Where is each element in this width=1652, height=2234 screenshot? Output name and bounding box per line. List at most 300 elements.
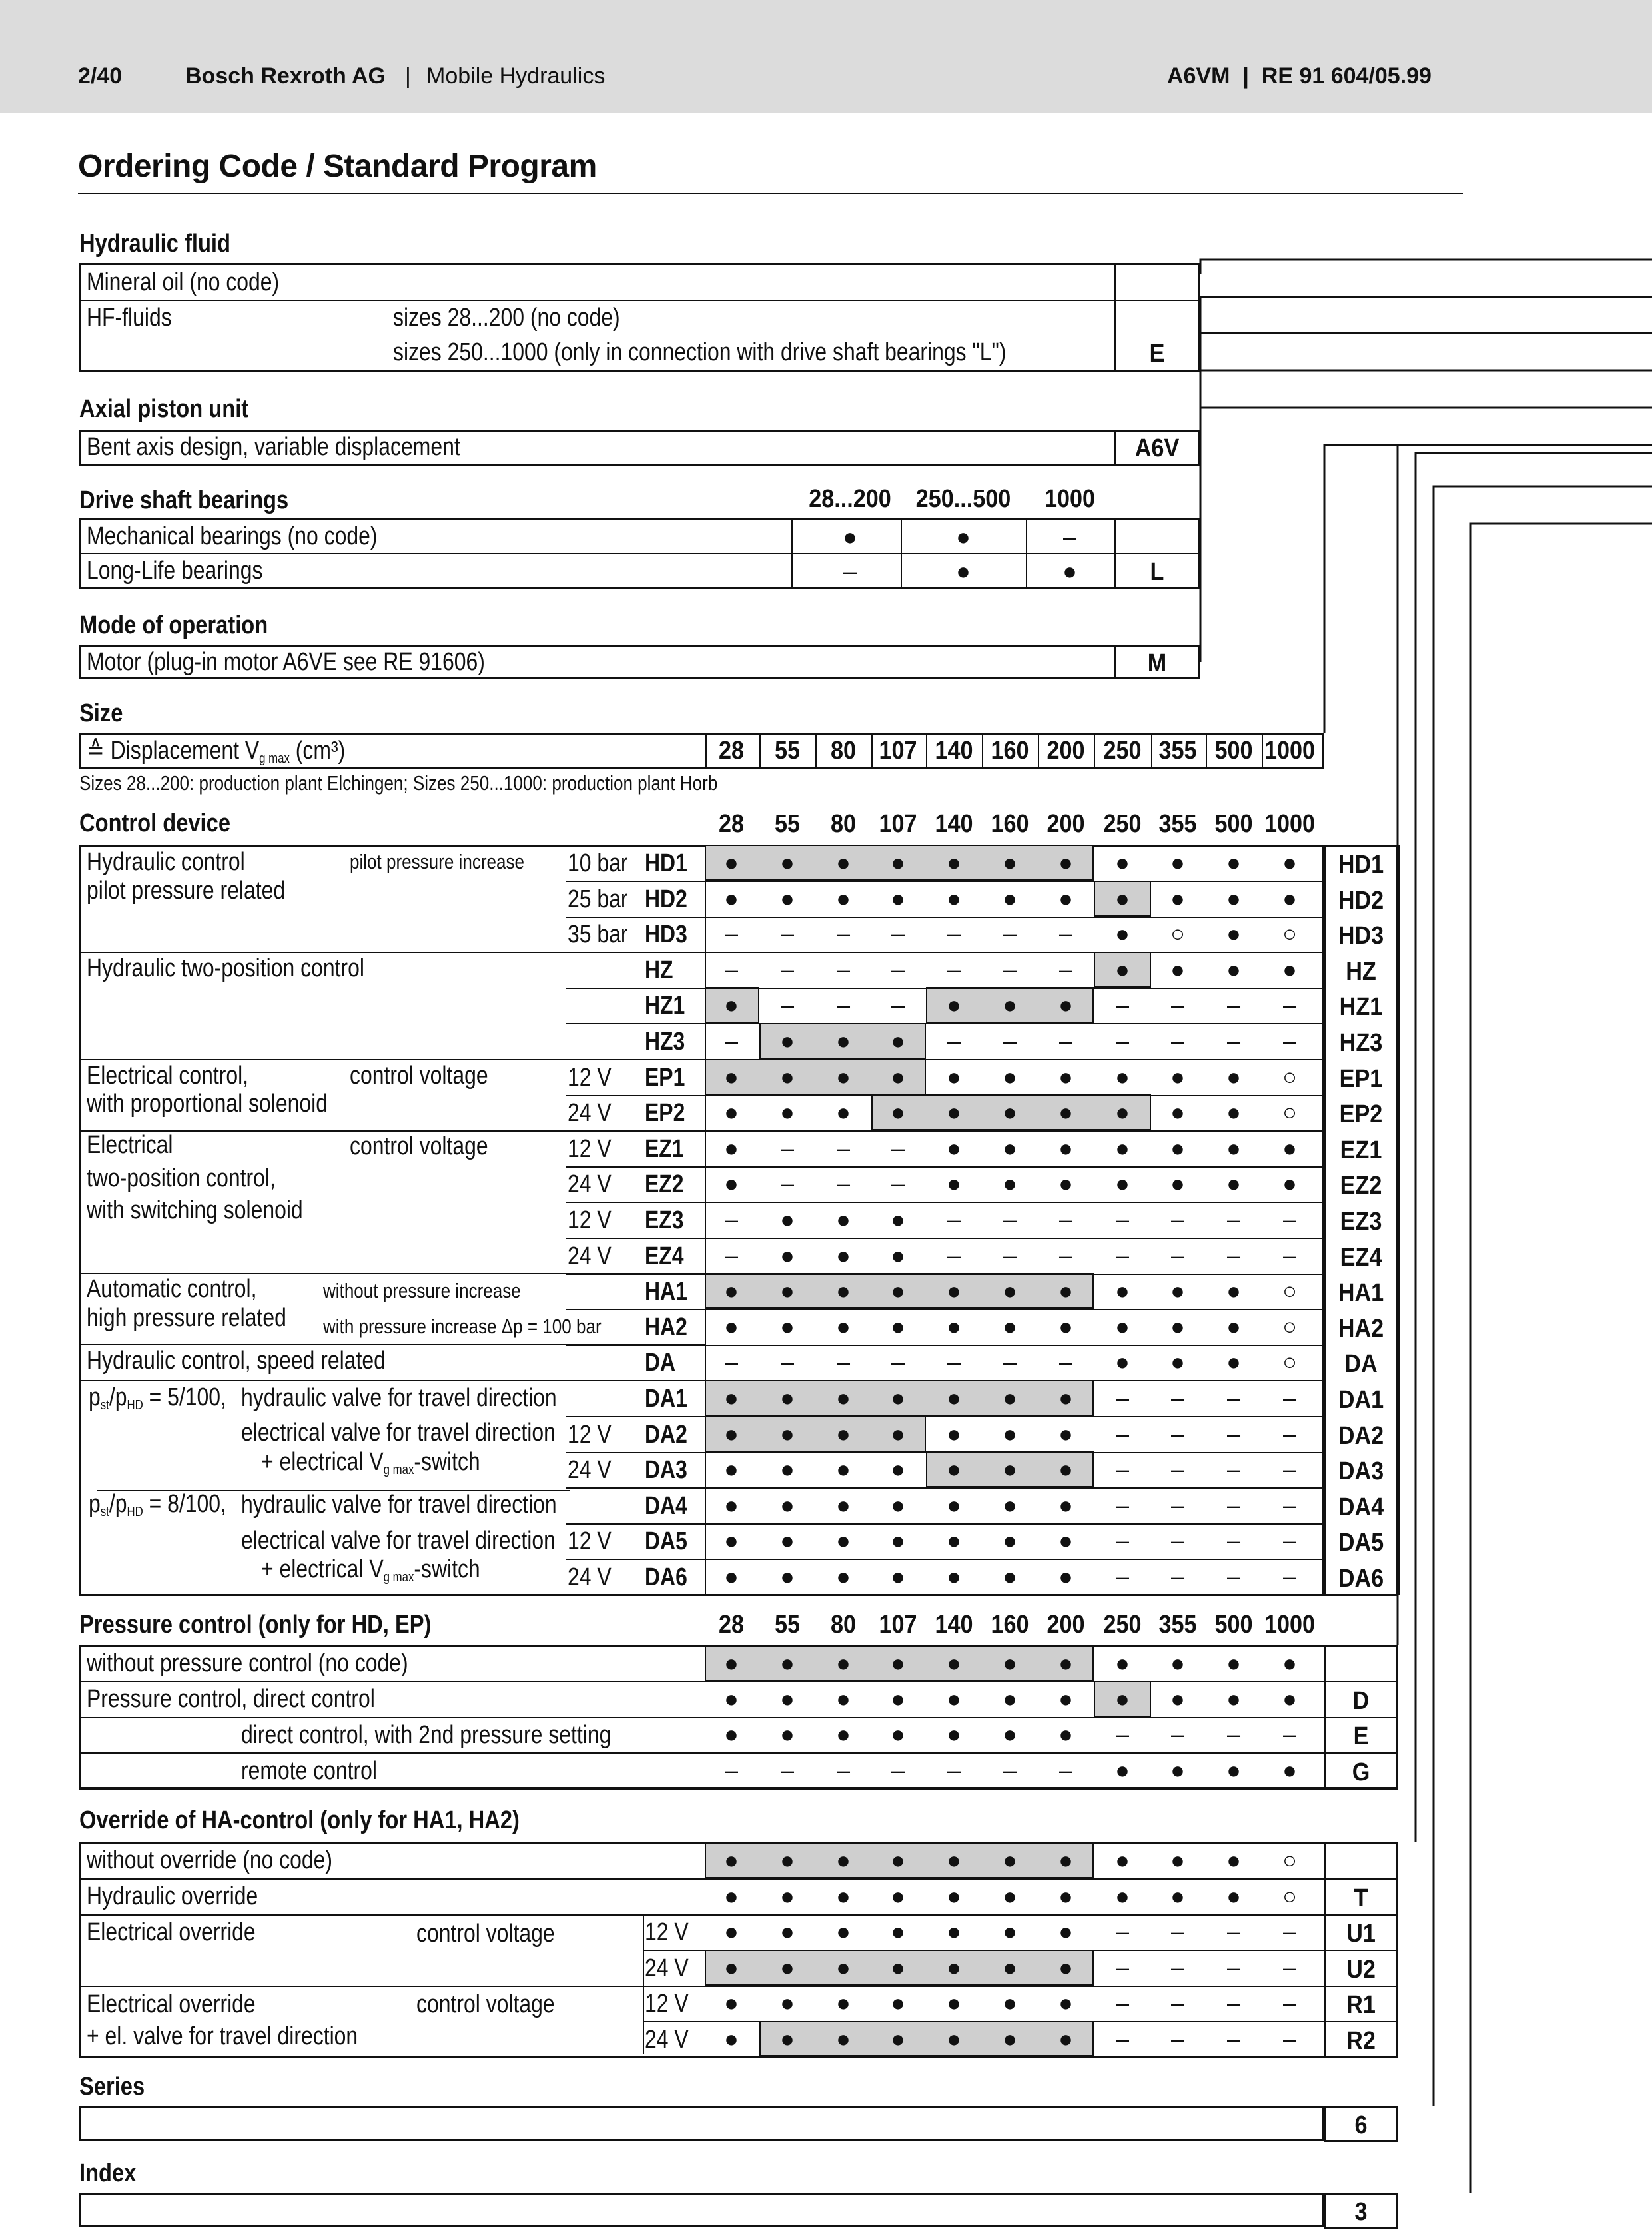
ctrl-mark: ● <box>836 1562 851 1590</box>
ctrl-mark: ● <box>1226 884 1241 912</box>
ctrl-mark: – <box>1170 1241 1185 1269</box>
index-code: 3 <box>1354 2198 1368 2226</box>
ctrl-mark: – <box>1226 1241 1241 1269</box>
override-mark: ● <box>780 1953 795 1981</box>
ctrl-mark: – <box>724 1026 739 1054</box>
ctrl-hv2: hydraulic valve for travel direction <box>241 1491 557 1519</box>
ctrl-mark: ● <box>836 1276 851 1304</box>
ctrl-mark: ● <box>1058 1169 1073 1197</box>
ctrl-mark: ● <box>724 1455 739 1483</box>
control-size-col: 355 <box>1158 810 1197 838</box>
ctrl-elec2: with proportional solenoid <box>87 1090 328 1118</box>
ctrl-mark: ● <box>1115 1134 1130 1162</box>
ctrl-mark: ● <box>1170 1134 1185 1162</box>
ctrl-code-left: HA2 <box>645 1313 687 1341</box>
pressure-mark: – <box>836 1756 851 1784</box>
ctrl-code-left: HA1 <box>645 1278 687 1305</box>
ctrl-cv1: control voltage <box>350 1062 488 1090</box>
override-code: U2 <box>1346 1956 1376 1984</box>
pressure-mark: ● <box>836 1684 851 1712</box>
control-size-col: 55 <box>774 810 801 838</box>
bearing-col-0: 28...200 <box>809 485 891 513</box>
header-divider: | <box>405 63 411 89</box>
ctrl-mark: ● <box>1058 1455 1073 1483</box>
ctrl-mark: – <box>1003 919 1017 947</box>
ctrl-code-left: HZ <box>645 956 673 984</box>
ctrl-code-right: DA <box>1344 1350 1378 1378</box>
ctrl-mark: ● <box>891 1098 905 1126</box>
ratio-value: = 5/100, <box>143 1383 226 1411</box>
ctrl-mark: ○ <box>1282 1312 1297 1340</box>
row-rule <box>79 1878 1398 1880</box>
ctrl-hyd: Hydraulic control <box>87 848 245 876</box>
ctrl-mark: – <box>1115 1241 1130 1269</box>
connector-index <box>1471 524 1652 2193</box>
ctrl-mark: ● <box>1115 1062 1130 1090</box>
ctrl-mark: ● <box>724 1134 739 1162</box>
bearing-mark: ● <box>1062 558 1077 585</box>
size-value: 160 <box>991 737 1029 765</box>
row-rule <box>79 2057 1398 2058</box>
control-code-box <box>1324 845 1398 1596</box>
ctrl-code-right: HA2 <box>1338 1315 1384 1343</box>
ctrl-mark: ● <box>1058 1491 1073 1519</box>
row-rule <box>643 1950 1398 1951</box>
column-rule <box>901 518 902 589</box>
ctrl-mark: – <box>1170 1205 1185 1233</box>
ctrl-code-left: EZ2 <box>645 1170 684 1198</box>
ctrl-auto2: high pressure related <box>87 1304 286 1332</box>
row-rule <box>566 952 1324 953</box>
ctrl-mark: ● <box>1003 1312 1017 1340</box>
bearing-row-label: Long-Life bearings <box>87 557 263 585</box>
pressure-size-col: 80 <box>830 1611 857 1639</box>
ctrl-ez2: two-position control, <box>87 1164 276 1192</box>
company-name: Bosch Rexroth AG <box>185 63 386 89</box>
pressure-mark: ● <box>947 1720 961 1748</box>
control-size-col: 28 <box>718 810 745 838</box>
pressure-size-col: 1000 <box>1264 1611 1316 1639</box>
ovr-cv2: control voltage <box>416 1990 555 2018</box>
index-heading: Index <box>79 2159 137 2187</box>
control-size-col: 250 <box>1103 810 1142 838</box>
pressure-mark: ● <box>836 1649 851 1676</box>
ctrl-mark: ● <box>836 1419 851 1447</box>
override-mark: – <box>1170 1953 1185 1981</box>
ctrl-mark: ● <box>724 1383 739 1411</box>
ctrl-mark: – <box>1115 990 1130 1018</box>
pressure-mark: ● <box>780 1649 795 1676</box>
ctrl-mark: – <box>1115 1026 1130 1054</box>
unit-heading: Axial piston unit <box>79 395 249 423</box>
override-mark: ● <box>1058 1988 1073 2016</box>
pressure-mark: ● <box>891 1684 905 1712</box>
ctrl-mark: ● <box>1058 1312 1073 1340</box>
ctrl-mark: – <box>1115 1526 1130 1554</box>
row-rule <box>566 917 1324 918</box>
ovr-cv1: control voltage <box>416 1920 555 1948</box>
ctrl-wo: without pressure increase <box>323 1279 521 1302</box>
ctrl-mark: – <box>724 1241 739 1269</box>
size-value: 80 <box>830 737 857 765</box>
ctrl-code-left: EZ3 <box>645 1206 684 1234</box>
ctrl-mark: ● <box>1170 1312 1185 1340</box>
pressure-code: D <box>1352 1687 1370 1715</box>
ctrl-mark: ● <box>724 1526 739 1554</box>
ctrl-mark: ● <box>1170 1062 1185 1090</box>
ctrl-mark: ● <box>780 884 795 912</box>
ctrl-mark: – <box>1282 1205 1297 1233</box>
ctrl-mark: – <box>1058 955 1073 983</box>
ctrl-mark: – <box>1170 1491 1185 1519</box>
ctrl-evs1 <box>261 1449 480 1477</box>
override-mark: ● <box>947 1846 961 1874</box>
press-r3: direct control, with 2nd pressure setting <box>241 1721 612 1749</box>
override-mark: ● <box>947 1988 961 2016</box>
ctrl-mark: – <box>1170 1419 1185 1447</box>
column-rule <box>759 733 761 769</box>
row-rule <box>566 1309 1324 1310</box>
ctrl-mark: – <box>1115 1491 1130 1519</box>
ctrl-mark: – <box>1058 1205 1073 1233</box>
ctrl-mark: ● <box>836 1526 851 1554</box>
ctrl-code-left: DA5 <box>645 1527 687 1555</box>
pressure-mark: ● <box>1003 1649 1017 1676</box>
ctrl-mark: – <box>891 1169 905 1197</box>
override-mark: – <box>1282 1953 1297 1981</box>
ctrl-mark: – <box>724 919 739 947</box>
override-mark: ● <box>780 1882 795 1910</box>
ctrl-mark: ● <box>1003 1562 1017 1590</box>
override-mark: ● <box>1003 1846 1017 1874</box>
row-rule <box>79 1752 1398 1754</box>
ctrl-mark: – <box>1058 1347 1073 1375</box>
override-mark: ● <box>836 1882 851 1910</box>
ctrl-mark: ● <box>891 1205 905 1233</box>
column-rule <box>1324 1842 1326 2057</box>
evs-sub: g max <box>383 1570 414 1585</box>
ctrl-code-right: HD2 <box>1338 887 1384 915</box>
override-mark: ● <box>836 1846 851 1874</box>
page-number: 2/40 <box>78 63 123 89</box>
ctrl-code-left: DA4 <box>645 1492 687 1520</box>
evs-suffix: -switch <box>414 1555 480 1583</box>
ctrl-wi: with pressure increase Δp = 100 bar <box>323 1315 602 1338</box>
bearings-heading: Drive shaft bearings <box>79 486 289 514</box>
override-mark: ● <box>724 1953 739 1981</box>
ctrl-mark: ● <box>891 1241 905 1269</box>
connector-fluid <box>1200 260 1652 274</box>
ctrl-mark: ● <box>780 1241 795 1269</box>
ctrl-voltage: 10 bar <box>568 849 628 877</box>
evs-suffix: -switch <box>414 1448 480 1476</box>
ctrl-mark: ● <box>891 1419 905 1447</box>
override-mark: – <box>1170 1917 1185 1945</box>
override-mark: ● <box>947 1917 961 1945</box>
ctrl-mark: ● <box>1115 1169 1130 1197</box>
connector-fluid-e <box>1200 297 1652 354</box>
connector-override <box>1416 453 1652 1842</box>
ctrl-mark: – <box>1282 1383 1297 1411</box>
override-mark: – <box>1226 1917 1241 1945</box>
size-value: 1000 <box>1264 737 1316 765</box>
ctrl-mark: ● <box>947 1134 961 1162</box>
ctrl-code-right: DA2 <box>1338 1422 1384 1450</box>
pressure-mark: ● <box>724 1649 739 1676</box>
ctrl-mark: ● <box>1003 1062 1017 1090</box>
ctrl-code-right: HD1 <box>1338 851 1384 879</box>
ctrl-mark: ● <box>1170 884 1185 912</box>
pressure-mark: – <box>947 1756 961 1784</box>
ctrl-mark: – <box>1170 1455 1185 1483</box>
ctrl-mark: ● <box>1226 1312 1241 1340</box>
pressure-code: G <box>1352 1758 1370 1786</box>
ratio-slash: /p <box>109 1383 127 1411</box>
ctrl-mark: ● <box>836 1383 851 1411</box>
ovr-r3: Electrical override <box>87 1918 256 1946</box>
ratio-st: st <box>100 1398 109 1413</box>
ctrl-code-right: EZ1 <box>1340 1136 1382 1164</box>
ctrl-mark: ● <box>1058 1419 1073 1447</box>
ctrl-mark: ● <box>891 1455 905 1483</box>
size-heading: Size <box>79 699 123 727</box>
ctrl-evs2 <box>261 1557 480 1584</box>
pressure-mark: ● <box>891 1649 905 1676</box>
row-rule <box>566 881 1324 882</box>
pressure-mark: ● <box>1226 1649 1241 1676</box>
ctrl-mark: – <box>1170 1562 1185 1590</box>
override-mark: ● <box>1170 1882 1185 1910</box>
override-mark: ● <box>724 1988 739 2016</box>
ctrl-code-left: HD2 <box>645 885 687 913</box>
ctrl-mark: ● <box>836 1241 851 1269</box>
pressure-mark: ● <box>1226 1684 1241 1712</box>
ctrl-code-right: DA4 <box>1338 1493 1384 1521</box>
row-rule <box>566 1238 1324 1239</box>
pressure-mark: ● <box>1282 1684 1297 1712</box>
evs-text: + electrical V <box>261 1555 384 1583</box>
override-mark: ● <box>836 1988 851 2016</box>
ctrl-ev1: electrical valve for travel direction <box>241 1419 556 1447</box>
override-mark: ● <box>724 1917 739 1945</box>
ctrl-mark: – <box>836 919 851 947</box>
size-row-sub: g max <box>259 751 290 766</box>
override-mark: ● <box>1003 1953 1017 1981</box>
ctrl-mark: ● <box>1003 1383 1017 1411</box>
ratio-p: p <box>89 1383 101 1411</box>
mode-heading: Mode of operation <box>79 611 268 639</box>
ctrl-mark: – <box>836 1347 851 1375</box>
row-rule <box>79 300 1200 301</box>
size-value: 107 <box>879 737 917 765</box>
column-rule <box>926 733 927 769</box>
ctrl-mark: ○ <box>1282 1098 1297 1126</box>
ctrl-mark: – <box>947 919 961 947</box>
ctrl-mark: ● <box>780 848 795 876</box>
ctrl-code-left: DA1 <box>645 1385 687 1413</box>
column-rule <box>1151 733 1152 769</box>
pressure-mark: ● <box>891 1720 905 1748</box>
ctrl-mark: ● <box>947 848 961 876</box>
ctrl-mark: ● <box>947 1383 961 1411</box>
ovr-r2: Hydraulic override <box>87 1882 258 1910</box>
ctrl-mark: ● <box>1115 1312 1130 1340</box>
ctrl-mark: – <box>1282 1526 1297 1554</box>
ctrl-mark: ○ <box>1282 1276 1297 1304</box>
ctrl-mark: – <box>1170 1383 1185 1411</box>
ctrl-mark: – <box>1226 1205 1241 1233</box>
override-code: T <box>1354 1884 1368 1912</box>
bearing-mark: – <box>1062 523 1077 550</box>
row-rule <box>566 1059 1324 1060</box>
pressure-mark: ● <box>947 1684 961 1712</box>
ctrl-mark: ● <box>1226 1134 1241 1162</box>
unit-row: Bent axis design, variable displacement <box>87 433 460 461</box>
ctrl-mark: ● <box>1003 1526 1017 1554</box>
ctrl-mark: ● <box>1226 1169 1241 1197</box>
ctrl-mark: ● <box>891 1491 905 1519</box>
ctrl-mark: – <box>836 990 851 1018</box>
control-size-col: 200 <box>1046 810 1085 838</box>
ctrl-code-left: HZ3 <box>645 1028 685 1056</box>
row-rule <box>97 1490 570 1491</box>
ctrl-mark: ● <box>724 1562 739 1590</box>
override-mark: ● <box>891 2024 905 2052</box>
override-mark: ● <box>1003 1882 1017 1910</box>
ctrl-code-right: DA5 <box>1338 1529 1384 1557</box>
ctrl-mark: ● <box>1003 1098 1017 1126</box>
ctrl-mark: ● <box>836 884 851 912</box>
column-rule <box>1398 845 1400 1595</box>
override-mark: – <box>1170 2024 1185 2052</box>
ctrl-mark: ● <box>836 1312 851 1340</box>
override-mark: – <box>1282 1917 1297 1945</box>
ctrl-mark: ● <box>780 1026 795 1054</box>
ctrl-mark: – <box>947 955 961 983</box>
ctrl-mark: ● <box>1226 955 1241 983</box>
override-mark: ○ <box>1282 1882 1297 1910</box>
ctrl-mark: ● <box>1115 884 1130 912</box>
ctrl-code-right: HD3 <box>1338 922 1384 950</box>
ctrl-code-right: EZ3 <box>1340 1208 1382 1236</box>
ovr-r5: Electrical override <box>87 1990 256 2018</box>
ctrl-mark: ● <box>780 1276 795 1304</box>
ctrl-mark: ● <box>1170 1098 1185 1126</box>
ctrl-mark: ● <box>1058 1276 1073 1304</box>
ctrl-mark: – <box>1058 1026 1073 1054</box>
series-heading: Series <box>79 2073 145 2101</box>
ctrl-hv1: hydraulic valve for travel direction <box>241 1384 557 1412</box>
ctrl-mark: ● <box>724 1098 739 1126</box>
ctrl-mark: – <box>1226 1526 1241 1554</box>
ctrl-voltage: 24 V <box>568 1563 612 1591</box>
row-rule <box>79 1788 1398 1790</box>
ctrl-ez3: with switching solenoid <box>87 1196 303 1224</box>
ctrl-mark: ● <box>724 1276 739 1304</box>
fluid-heading: Hydraulic fluid <box>79 230 230 258</box>
ctrl-mark: – <box>1003 1241 1017 1269</box>
ctrl-voltage: 24 V <box>568 1170 612 1198</box>
column-rule <box>1206 733 1207 769</box>
row-rule <box>566 1166 1324 1168</box>
ctrl-mark: ● <box>1282 884 1297 912</box>
ctrl-mark: ● <box>947 990 961 1018</box>
bearing-row-label: Mechanical bearings (no code) <box>87 522 378 550</box>
ctrl-mark: ● <box>780 1205 795 1233</box>
ctrl-mark: – <box>1170 1026 1185 1054</box>
row-rule <box>566 1487 1324 1489</box>
row-rule <box>566 1274 1324 1275</box>
ctrl-mark: – <box>1115 1562 1130 1590</box>
override-mark: ● <box>1058 1917 1073 1945</box>
pressure-mark: ● <box>1058 1684 1073 1712</box>
ctrl-code-right: HZ3 <box>1339 1029 1383 1057</box>
ctrl-ppi: pilot pressure increase <box>350 850 524 873</box>
ctrl-mark: – <box>1226 1562 1241 1590</box>
ratio-st: st <box>100 1505 109 1519</box>
index-table <box>79 2193 1324 2227</box>
column-rule <box>1026 518 1027 589</box>
size-value: 200 <box>1046 737 1085 765</box>
ctrl-mark: ○ <box>1282 1062 1297 1090</box>
ctrl-mark: ● <box>891 1312 905 1340</box>
ctrl-mark: – <box>1282 1455 1297 1483</box>
column-rule <box>705 845 706 1595</box>
row-rule <box>643 2021 1398 2022</box>
ctrl-mark: – <box>1226 990 1241 1018</box>
pressure-size-col: 355 <box>1158 1611 1197 1639</box>
page-title: Ordering Code / Standard Program <box>78 149 597 184</box>
ctrl-mark: – <box>836 955 851 983</box>
press-r4: remote control <box>241 1757 378 1785</box>
column-rule <box>815 733 817 769</box>
ctrl-code-left: EP2 <box>645 1099 685 1127</box>
ctrl-mark: – <box>891 1347 905 1375</box>
ctrl-ratio-2 <box>89 1491 226 1519</box>
override-code: R2 <box>1346 2027 1376 2055</box>
ctrl-mark: – <box>891 919 905 947</box>
bearing-col-1: 250...500 <box>915 485 1011 513</box>
ctrl-mark: – <box>780 1134 795 1162</box>
mode-code: M <box>1147 649 1167 677</box>
ctrl-mark: – <box>1282 1491 1297 1519</box>
ctrl-mark: ● <box>891 1062 905 1090</box>
override-code: U1 <box>1346 1920 1376 1948</box>
override-mark: ● <box>1003 1988 1017 2016</box>
pressure-mark: ● <box>1003 1720 1017 1748</box>
ctrl-mark: ● <box>780 1455 795 1483</box>
override-mark: – <box>1226 1988 1241 2016</box>
connector-size <box>1324 445 1652 733</box>
size-note: Sizes 28...200: production plant Elchingen; Sizes 250...1000: production plant Horb <box>79 771 718 795</box>
override-mark: – <box>1282 2024 1297 2052</box>
override-mark: ● <box>836 1953 851 1981</box>
ctrl-code-right: HZ <box>1346 958 1376 986</box>
ctrl-two: Hydraulic two-position control <box>87 954 364 982</box>
ratio-slash: /p <box>109 1490 127 1518</box>
ctrl-mark: – <box>780 955 795 983</box>
column-rule <box>982 733 983 769</box>
override-mark: – <box>1115 2024 1130 2052</box>
ctrl-mark: ○ <box>1170 919 1185 947</box>
ctrl-mark: – <box>891 955 905 983</box>
pressure-mark: ● <box>724 1720 739 1748</box>
ctrl-mark: ● <box>724 990 739 1018</box>
pressure-mark: ● <box>1115 1684 1130 1712</box>
bearing-code: L <box>1150 558 1164 586</box>
override-mark: ● <box>836 1917 851 1945</box>
row-rule <box>566 1559 1324 1560</box>
